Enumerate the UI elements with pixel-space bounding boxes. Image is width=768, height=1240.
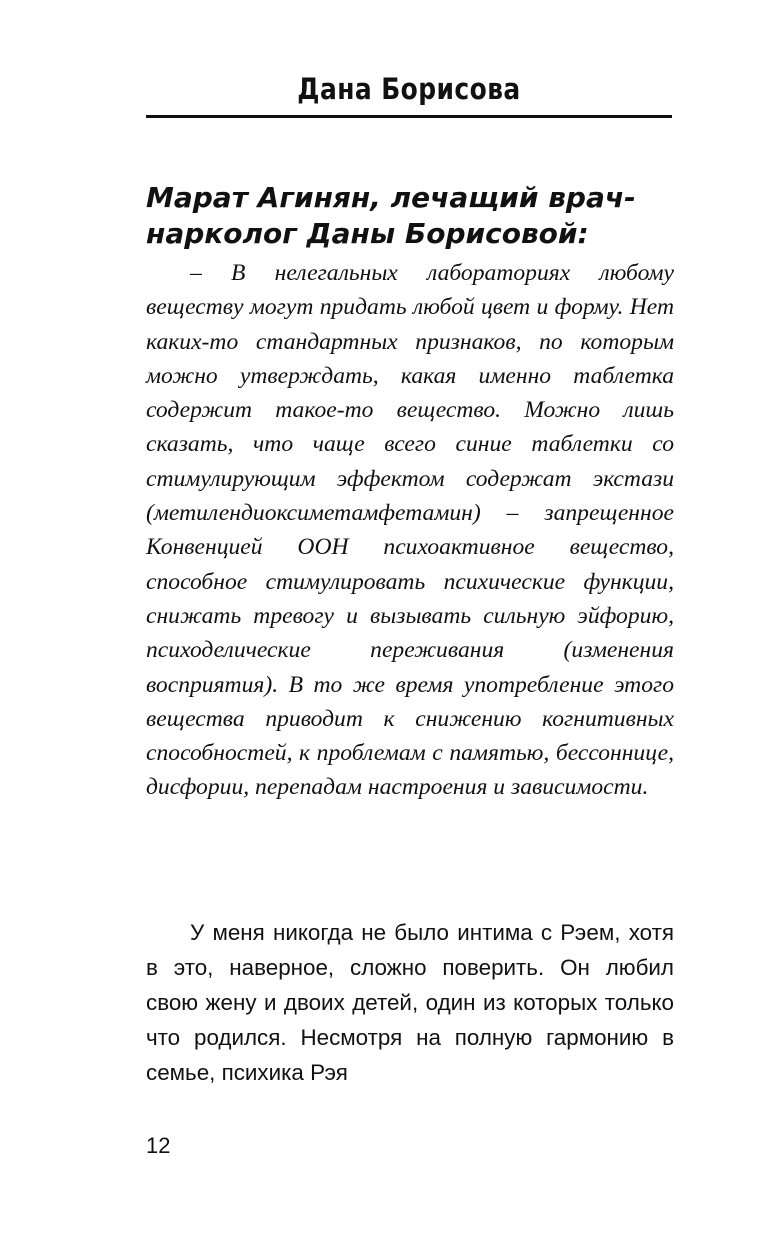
body-paragraph: У меня никогда не было интима с Рэем, хотя в это, наверное, сложно поверить. Он любил свою жену и двоих детей, один из которых только что родился. Несмотря на полную гармонию в семье, психика Рэя bbox=[146, 920, 674, 1085]
running-title: Дана Борисова bbox=[297, 72, 521, 106]
page-number: 12 bbox=[146, 1133, 171, 1158]
speaker-heading-line-1: Марат Агинян, лечащий врач- bbox=[146, 181, 636, 214]
quote-paragraph: – В нелегальных лабораториях любому веществу могут придать любой цвет и форму. Нет каких-то стандартных признаков, по которым можно утверждать, какая именно таблетка содержит такое-то вещество. Можно лишь сказать, что чаще всего синие таблетки со стимулирующим эффектом содержат экстази (метилендиоксиметамфетамин) – запрещенное Конвенцией ООН психоактивное вещество, способное стимулировать психические функции, снижать тревогу и вызывать сильную эйфорию, психоделические переживания (изменения восприятия). В то же время употребление этого вещества приводит к снижению когнитивных способностей, к проблемам с памятью, бессоннице, дисфории, перепадам настроения и зависимости. bbox=[146, 260, 674, 801]
speaker-heading-line-2: нарколог Даны Борисовой: bbox=[146, 217, 589, 250]
header-rule bbox=[146, 115, 672, 118]
speaker-heading bbox=[146, 180, 674, 252]
